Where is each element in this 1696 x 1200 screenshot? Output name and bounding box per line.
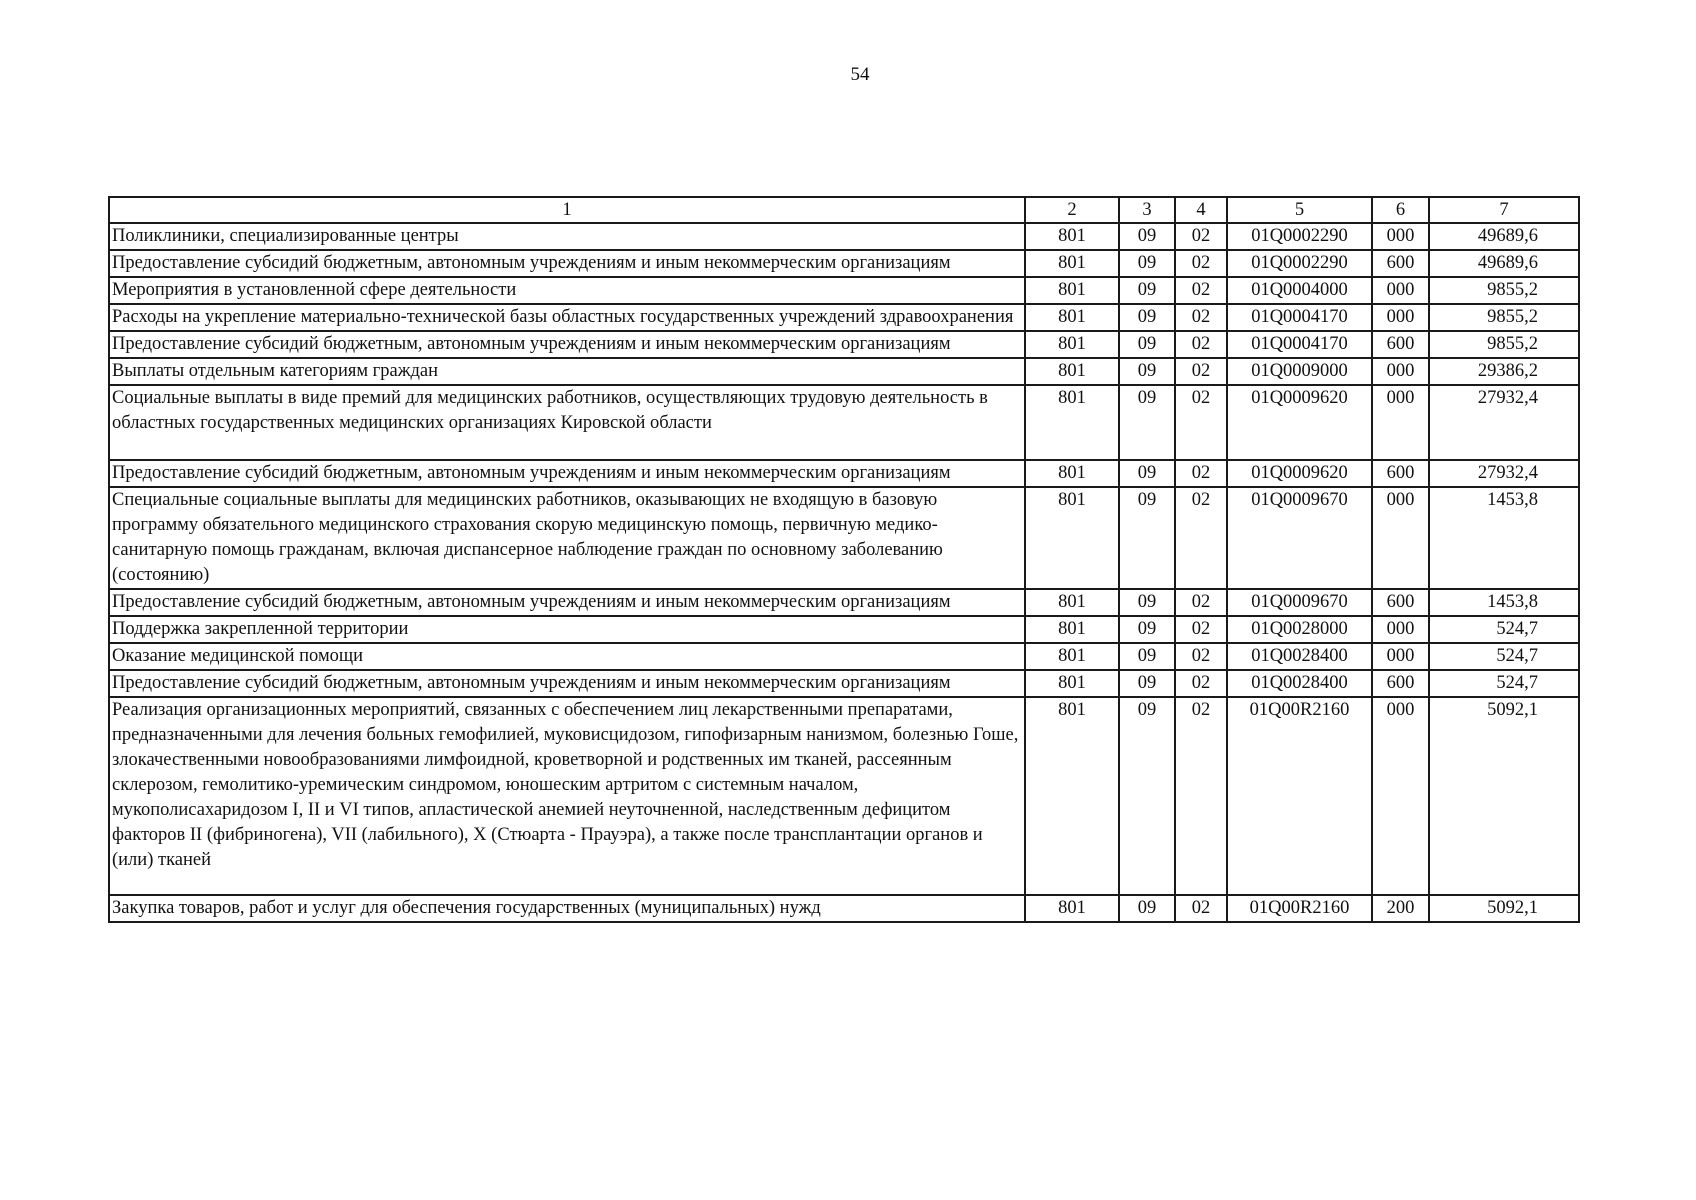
row-expense-type-code: 000	[1372, 304, 1429, 331]
row-expense-type-code: 000	[1372, 487, 1429, 589]
row-name: Предоставление субсидий бюджетным, автономным учреждениям и иным некоммерческим организациям	[109, 331, 1025, 358]
row-name: Поликлиники, специализированные центры	[109, 223, 1025, 250]
row-ministry-code: 801	[1025, 358, 1119, 385]
column-header-4: 4	[1175, 197, 1227, 223]
row-name: Закупка товаров, работ и услуг для обеспечения государственных (муниципальных) нужд	[109, 895, 1025, 922]
row-ministry-code: 801	[1025, 223, 1119, 250]
row-ministry-code: 801	[1025, 385, 1119, 460]
row-target-code: 01Q0028400	[1227, 670, 1372, 697]
row-expense-type-code: 600	[1372, 331, 1429, 358]
row-section-code: 09	[1119, 589, 1175, 616]
row-expense-type-code: 600	[1372, 250, 1429, 277]
table-row	[109, 358, 1579, 385]
row-ministry-code: 801	[1025, 616, 1119, 643]
row-target-code: 01Q0009670	[1227, 487, 1372, 589]
row-ministry-code: 801	[1025, 670, 1119, 697]
row-name: Предоставление субсидий бюджетным, автономным учреждениям и иным некоммерческим организациям	[109, 250, 1025, 277]
row-name: Расходы на укрепление материально-технической базы областных государственных учреждений здравоохранения	[109, 304, 1025, 331]
row-target-code: 01Q0004170	[1227, 304, 1372, 331]
row-ministry-code: 801	[1025, 643, 1119, 670]
row-subsection-code: 02	[1175, 670, 1227, 697]
column-header-1: 1	[109, 197, 1025, 223]
row-name: Мероприятия в установленной сфере деятельности	[109, 277, 1025, 304]
row-amount: 524,7	[1429, 616, 1579, 643]
row-section-code: 09	[1119, 385, 1175, 460]
row-subsection-code: 02	[1175, 250, 1227, 277]
row-target-code: 01Q0009620	[1227, 460, 1372, 487]
row-section-code: 09	[1119, 250, 1175, 277]
row-expense-type-code: 000	[1372, 616, 1429, 643]
row-ministry-code: 801	[1025, 895, 1119, 922]
row-subsection-code: 02	[1175, 697, 1227, 895]
table-row	[109, 616, 1579, 643]
row-section-code: 09	[1119, 670, 1175, 697]
row-target-code: 01Q00R2160	[1227, 697, 1372, 895]
row-section-code: 09	[1119, 487, 1175, 589]
table-row	[109, 589, 1579, 616]
table-row	[109, 250, 1579, 277]
row-subsection-code: 02	[1175, 460, 1227, 487]
column-header-3: 3	[1119, 197, 1175, 223]
row-section-code: 09	[1119, 895, 1175, 922]
row-ministry-code: 801	[1025, 487, 1119, 589]
table-row	[109, 460, 1579, 487]
row-target-code: 01Q0028400	[1227, 643, 1372, 670]
column-header-6: 6	[1372, 197, 1429, 223]
row-subsection-code: 02	[1175, 589, 1227, 616]
row-expense-type-code: 000	[1372, 643, 1429, 670]
row-subsection-code: 02	[1175, 223, 1227, 250]
column-header-5: 5	[1227, 197, 1372, 223]
row-expense-type-code: 600	[1372, 460, 1429, 487]
table-row	[109, 223, 1579, 250]
table-row	[109, 697, 1579, 895]
table-row	[109, 895, 1579, 922]
row-subsection-code: 02	[1175, 358, 1227, 385]
table-row	[109, 670, 1579, 697]
row-amount: 524,7	[1429, 643, 1579, 670]
row-target-code: 01Q0009620	[1227, 385, 1372, 460]
row-section-code: 09	[1119, 643, 1175, 670]
row-section-code: 09	[1119, 697, 1175, 895]
row-name: Социальные выплаты в виде премий для медицинских работников, осуществляющих трудовую деятельность в областных государственных медицинских организациях Кировской области	[109, 385, 1025, 460]
row-name: Реализация организационных мероприятий, связанных с обеспечением лиц лекарственными препаратами, предназначенными для лечения больных гемофилией, муковисцидозом, гипофизарным нанизмом, болезнью Гоше, злокачественными новообразованиями лимфоидной, кроветворной и родственных им тканей, рассеянным склерозом, гемолитико-уремическим синдромом, юношеским артритом с системным началом, мукополисахаридозом I, II и VI типов, апластической анемией неуточненной, наследственным дефицитом факторов II (фибриногена), VII (лабильного), X (Стюарта - Прауэра), а также после трансплантации органов и (или) тканей	[109, 697, 1025, 895]
row-target-code: 01Q0009000	[1227, 358, 1372, 385]
row-ministry-code: 801	[1025, 304, 1119, 331]
row-target-code: 01Q0004000	[1227, 277, 1372, 304]
row-section-code: 09	[1119, 223, 1175, 250]
row-amount: 9855,2	[1429, 277, 1579, 304]
row-amount: 49689,6	[1429, 223, 1579, 250]
row-expense-type-code: 000	[1372, 223, 1429, 250]
row-amount: 29386,2	[1429, 358, 1579, 385]
column-header-2: 2	[1025, 197, 1119, 223]
row-expense-type-code: 000	[1372, 385, 1429, 460]
row-subsection-code: 02	[1175, 616, 1227, 643]
row-section-code: 09	[1119, 616, 1175, 643]
row-amount: 1453,8	[1429, 589, 1579, 616]
row-target-code: 01Q0002290	[1227, 250, 1372, 277]
row-target-code: 01Q0028000	[1227, 616, 1372, 643]
row-expense-type-code: 000	[1372, 697, 1429, 895]
row-subsection-code: 02	[1175, 487, 1227, 589]
row-name: Предоставление субсидий бюджетным, автономным учреждениям и иным некоммерческим организациям	[109, 670, 1025, 697]
row-target-code: 01Q0002290	[1227, 223, 1372, 250]
row-name: Предоставление субсидий бюджетным, автономным учреждениям и иным некоммерческим организациям	[109, 460, 1025, 487]
table-row	[109, 277, 1579, 304]
table-row	[109, 643, 1579, 670]
row-amount: 9855,2	[1429, 304, 1579, 331]
row-expense-type-code: 600	[1372, 670, 1429, 697]
row-amount: 49689,6	[1429, 250, 1579, 277]
row-name: Выплаты отдельным категориям граждан	[109, 358, 1025, 385]
column-header-7: 7	[1429, 197, 1579, 223]
row-subsection-code: 02	[1175, 277, 1227, 304]
row-amount: 524,7	[1429, 670, 1579, 697]
row-target-code: 01Q0009670	[1227, 589, 1372, 616]
row-ministry-code: 801	[1025, 697, 1119, 895]
row-ministry-code: 801	[1025, 460, 1119, 487]
row-section-code: 09	[1119, 331, 1175, 358]
row-name: Поддержка закрепленной территории	[109, 616, 1025, 643]
row-amount: 27932,4	[1429, 385, 1579, 460]
row-amount: 5092,1	[1429, 697, 1579, 895]
row-subsection-code: 02	[1175, 304, 1227, 331]
row-subsection-code: 02	[1175, 895, 1227, 922]
row-amount: 9855,2	[1429, 331, 1579, 358]
row-subsection-code: 02	[1175, 643, 1227, 670]
row-section-code: 09	[1119, 277, 1175, 304]
row-section-code: 09	[1119, 358, 1175, 385]
row-ministry-code: 801	[1025, 250, 1119, 277]
row-amount: 5092,1	[1429, 895, 1579, 922]
row-subsection-code: 02	[1175, 385, 1227, 460]
header-row	[109, 197, 1579, 223]
row-amount: 1453,8	[1429, 487, 1579, 589]
row-ministry-code: 801	[1025, 331, 1119, 358]
row-name: Оказание медицинской помощи	[109, 643, 1025, 670]
row-expense-type-code: 000	[1372, 277, 1429, 304]
row-target-code: 01Q00R2160	[1227, 895, 1372, 922]
table-row	[109, 331, 1579, 358]
row-section-code: 09	[1119, 460, 1175, 487]
row-ministry-code: 801	[1025, 589, 1119, 616]
row-amount: 27932,4	[1429, 460, 1579, 487]
budget-table	[108, 196, 1580, 923]
row-expense-type-code: 600	[1372, 589, 1429, 616]
row-target-code: 01Q0004170	[1227, 331, 1372, 358]
row-ministry-code: 801	[1025, 277, 1119, 304]
row-name: Специальные социальные выплаты для медицинских работников, оказывающих не входящую в базовую программу обязательного медицинского страхования скорую медицинскую помощь, первичную медико-санитарную помощь гражданам, включая диспансерное наблюдение граждан по основному заболеванию (состоянию)	[109, 487, 1025, 589]
row-subsection-code: 02	[1175, 331, 1227, 358]
table-row	[109, 304, 1579, 331]
row-name: Предоставление субсидий бюджетным, автономным учреждениям и иным некоммерческим организациям	[109, 589, 1025, 616]
row-section-code: 09	[1119, 304, 1175, 331]
table-row	[109, 385, 1579, 460]
table-row	[109, 487, 1579, 589]
row-expense-type-code: 000	[1372, 358, 1429, 385]
page-number: 54	[850, 64, 870, 85]
row-expense-type-code: 200	[1372, 895, 1429, 922]
